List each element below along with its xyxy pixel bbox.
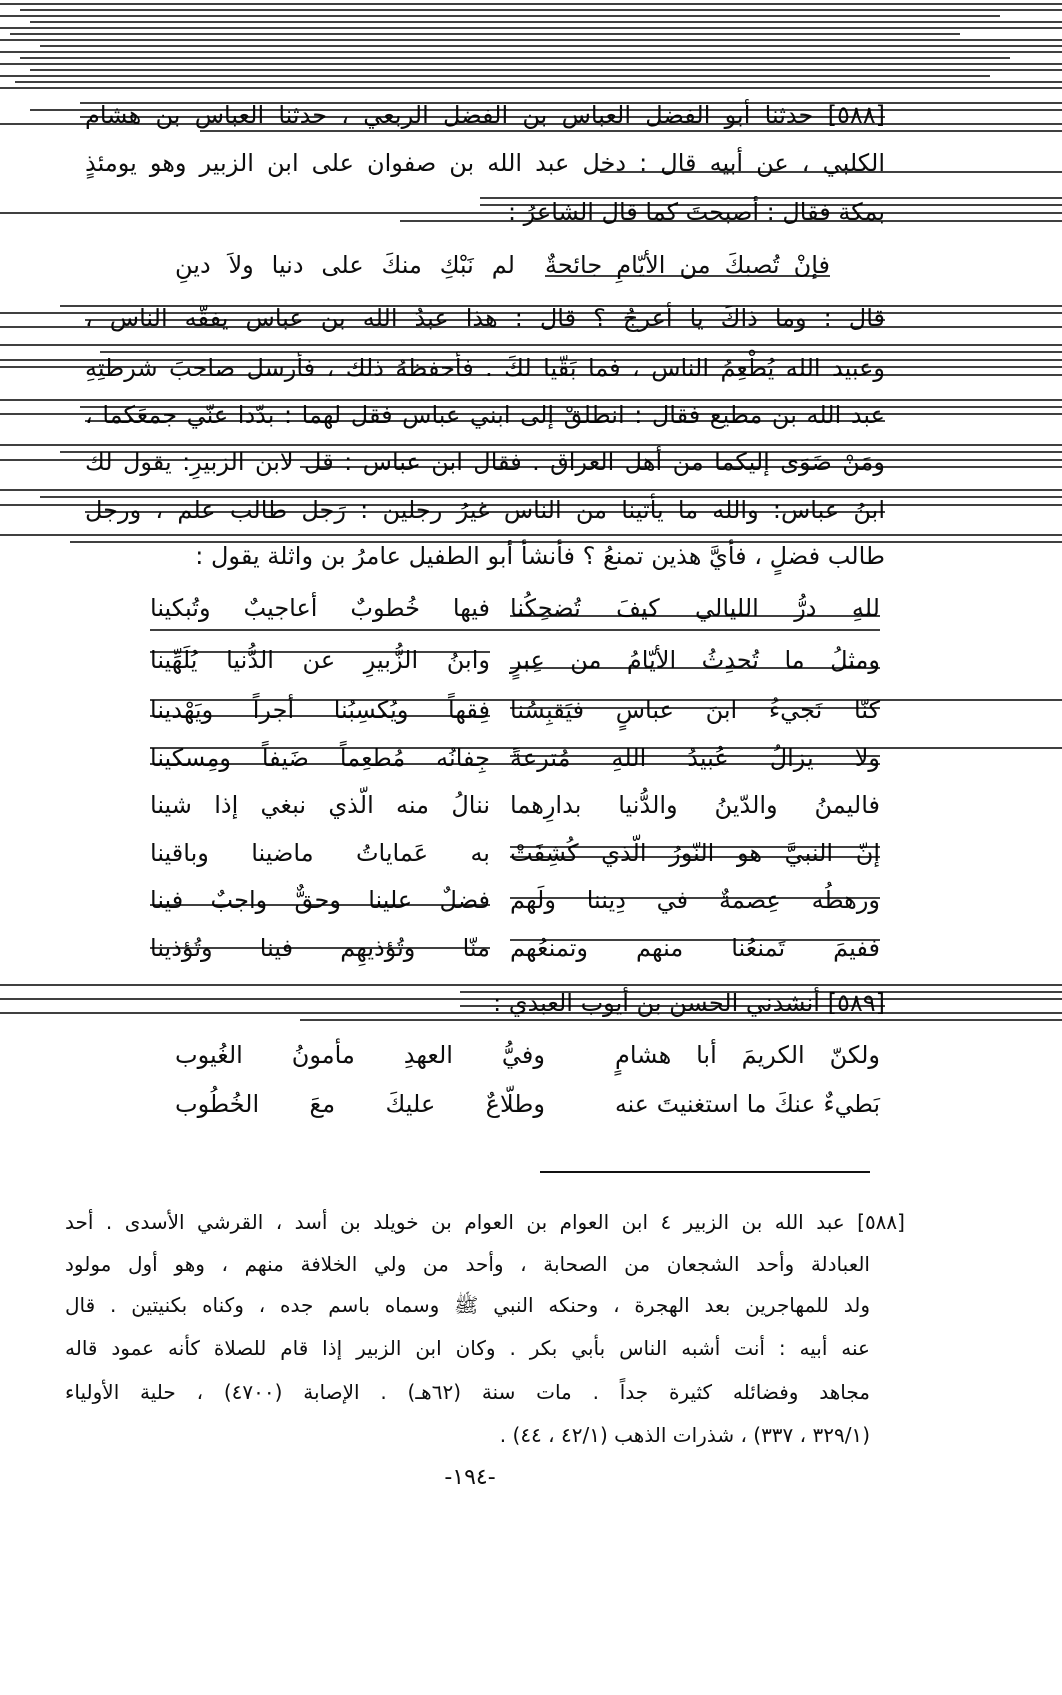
footnote-line: (٣٢٩/١ ، ٣٣٧) ، شذرات الذهب (٤٢/١ ، ٤٤) . <box>499 1423 870 1447</box>
verse-first-half: ولكنّ الكريمَ أبا هشامٍ <box>615 1041 880 1069</box>
verse-second-half: به عَماياتُ ماضينا وباقينا <box>150 839 490 867</box>
verse-first-half: ولا يزالُ عُبيدُ اللهِ مُترعةً <box>510 744 880 772</box>
verse-first-half: فإنْ تُصبكَ من الأيّامِ جائحةٌ <box>545 251 830 279</box>
prose-line: قال : وما ذاكَ يا أعرجُ ؟ قال : هذا عبدُ الله بن عباس يفقّه الناس ، <box>85 304 885 332</box>
prose-line: وعبيد الله يُطْعِمُ الناس ، فما بَقّيا لكَ . فأحفظهُ ذلك ، فأرسل صاحبَ شرطتِهِ <box>85 354 885 382</box>
footnote-line: عنه أبيه : أنت أشبه الناس بأبي بكر . وكان ابن الزبير إذا قام للصلاة كأنه عمود قاله <box>65 1336 870 1360</box>
verse-first-half: للهِ درُّ الليالي كيفَ تُضحِكُنا <box>510 594 880 622</box>
verse-first-half: إنّ النبيَّ هو النّورُ الّذي كُشِفَتْ <box>510 839 880 867</box>
footnote-line: [٥٨٨] عبد الله بن الزبير ٤ ابن العوام بن العوام بن خويلد بن أسد ، القرشي الأسدى . أحد <box>65 1210 905 1234</box>
footnote-line: مجاهد وفضائله كثيرة جداً . مات سنة (٦٢هـ) . الإصابة (٤٧٠٠) ، حلية الأولياء <box>65 1380 870 1404</box>
verse-second-half: ننالُ منه الّذي نبغي إذا شينا <box>150 791 490 819</box>
verse-second-half: لم نَبْكِ منكَ على دنيا ولاَ دينِ <box>175 251 515 279</box>
prose-line: بمكة فقال : أصبحتَ كما قال الشاعرُ : <box>507 198 885 226</box>
prose-line: الكلبي ، عن أبيه قال : دخل عبد الله بن صفوان على ابن الزبير وهو يومئذٍ <box>85 149 885 177</box>
verse-second-half: فيها خُطوبٌ أعاجيبٌ وتُبكينا <box>150 594 490 622</box>
footnote-line: العبادلة وأحد الشجعان من الصحابة ، وأحد من ولي الخلافة منهم ، وهو أول مولود <box>65 1252 870 1276</box>
verse-first-half: ورهطُه عِصمةٌ في دِيننا ولَهم <box>510 886 880 914</box>
footnote-separator <box>540 1171 870 1173</box>
prose-line: ومَنْ ضَوَى إليكما من أهل العراق . فقال ابن عباس : قل لابن الزبيرِ: يقول لك <box>85 448 885 476</box>
verse-first-half: ففيمَ تَمنعُنا منهم وتمنعُهم <box>510 934 880 962</box>
verse-second-half: فِقهاً ويُكسِبُنا أجراً ويَهْدينا <box>150 696 490 724</box>
verse-second-half: وطلّاعٌ عليكَ معَ الخُطُوب <box>175 1090 545 1118</box>
verse-second-half: منّا وتُؤذيهِم فينا وتُؤذينا <box>150 934 490 962</box>
verse-first-half: ومثلُ ما تُحدِثُ الأيّامُ من عِبرٍ <box>510 646 880 674</box>
prose-line: ابنُ عباس: والله ما يأتينا من الناس غيرُ رجلين : رَجل طالب علم ، ورجل <box>85 496 885 524</box>
verse-second-half: وابنُ الزُّبيرِ عن الدُّنيا يُلَهِّينا <box>150 646 490 674</box>
verse-first-half: فاليمنُ والدّينُ والدُّنيا بدارِهما <box>510 791 880 819</box>
verse-second-half: فضلٌ علينا وحقٌّ واجبٌ فينا <box>150 886 490 914</box>
prose-line: عبد الله بن مطيع فقال : انطلقْ إلى ابني عباس فقل لهما : بدّدا عنّي جمعَكما ، <box>85 401 885 429</box>
verse-second-half: وفيُّ العهدِ مأمونُ الغُيوب <box>175 1041 545 1069</box>
poem-intro-line: [٥٨٩] أنشدني الحسن بن أيوب العبدي : <box>493 989 885 1017</box>
page-number: -١٩٤- <box>444 1465 496 1490</box>
verse-second-half: جِفانُه مُطعِماً ضَيفاً ومِسكينا <box>150 744 490 772</box>
footnote-line: ولد للمهاجرين بعد الهجرة ، وحنكه النبي ﷺ وسماه باسم جده ، وكناه بكنيتين . قال <box>65 1293 870 1317</box>
prose-line: [٥٨٨] حدثنا أبو الفضل العباس بن الفضل الربعي ، حدثنا العباس بن هشام <box>85 101 885 129</box>
prose-line: طالب فضلٍ ، فأيَّ هذين تمنعُ ؟ فأنشأ أبو الطفيل عامرُ بن واثلة يقول : <box>195 542 885 570</box>
verse-first-half: كنّا نَجيءُ ابنَ عباسٍ فيَقبِسُنا <box>510 696 880 724</box>
verse-first-half: بَطيءٌ عنكَ ما استغنيتَ عنه <box>615 1090 880 1118</box>
